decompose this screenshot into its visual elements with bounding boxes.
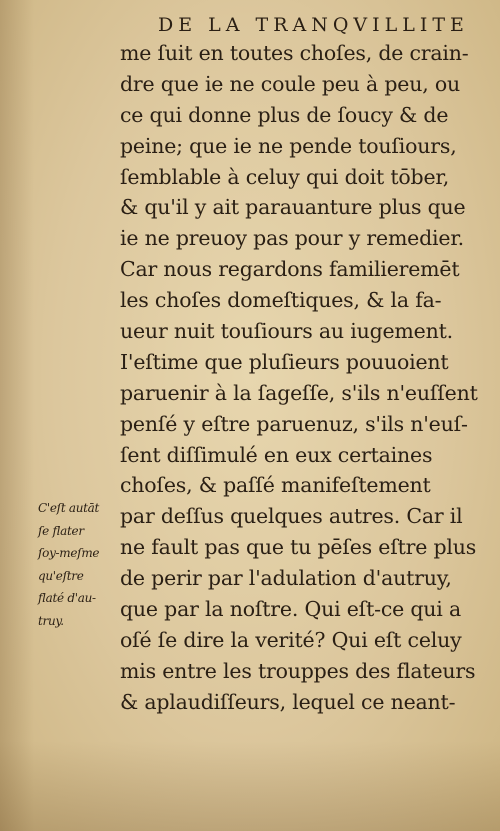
text-line: mis entre les trouppes des flateurs — [120, 658, 476, 683]
marginal-note-line: C'eſt autāt — [38, 501, 100, 515]
marginal-note-line: truy. — [38, 613, 64, 628]
text-line: ueur nuit touſiours au iugement. — [120, 319, 453, 344]
text-line: les choſes domeſtiques, & la fa- — [120, 288, 442, 313]
text-line: ſent diſſimulé en eux certaines — [120, 442, 433, 467]
text-line: oſé ſe dire la verité? Qui eſt celuy — [120, 627, 462, 652]
text-line: peine; que ie ne pende touſiours, — [120, 133, 457, 158]
text-line: & aplaudiſſeurs, lequel ce neant- — [120, 689, 456, 714]
marginal-note-line: flaté d'au- — [38, 591, 96, 606]
text-line: dre que ie ne coule peu à peu, ou — [120, 71, 460, 96]
text-line: que par la noſtre. Qui eſt-ce qui a — [120, 597, 461, 622]
running-head: DE LA TRANQVILLITE — [158, 14, 469, 36]
marginal-note-line: ſoy-meſme — [38, 546, 100, 561]
text-line: me ſuit en toutes choſes, de crain- — [120, 41, 469, 65]
text-line: ne fault pas que tu pēſes eſtre plus — [120, 535, 477, 560]
marginal-note-line: ſe flater — [38, 523, 84, 538]
text-line: par deſſus quelques autres. Car il — [120, 504, 463, 529]
text-line: choſes, & paſſé manifeſtement — [120, 473, 431, 498]
text-line: ſemblable à celuy qui doit tōber, — [120, 164, 450, 189]
text-line: I'eſtime que pluſieurs pouuoient — [120, 349, 449, 374]
text-line: Car nous regardons familieremēt — [120, 257, 460, 282]
text-line: penſé y eſtre paruenuz, s'ils n'euſ- — [120, 411, 468, 436]
body-text — [120, 38, 482, 718]
text-line: & qu'il y ait parauanture plus que — [120, 195, 466, 220]
marginal-note-line: qu'eſtre — [38, 568, 84, 583]
text-line: ce qui donne plus de ſoucy & de — [120, 102, 449, 127]
text-line: de perir par l'adulation d'autruy, — [120, 566, 452, 591]
marginal-note — [38, 497, 118, 633]
text-line: ie ne preuoy pas pour y remedier. — [120, 226, 464, 251]
text-line: paruenir à la ſageſſe, s'ils n'euſſent — [120, 380, 478, 405]
